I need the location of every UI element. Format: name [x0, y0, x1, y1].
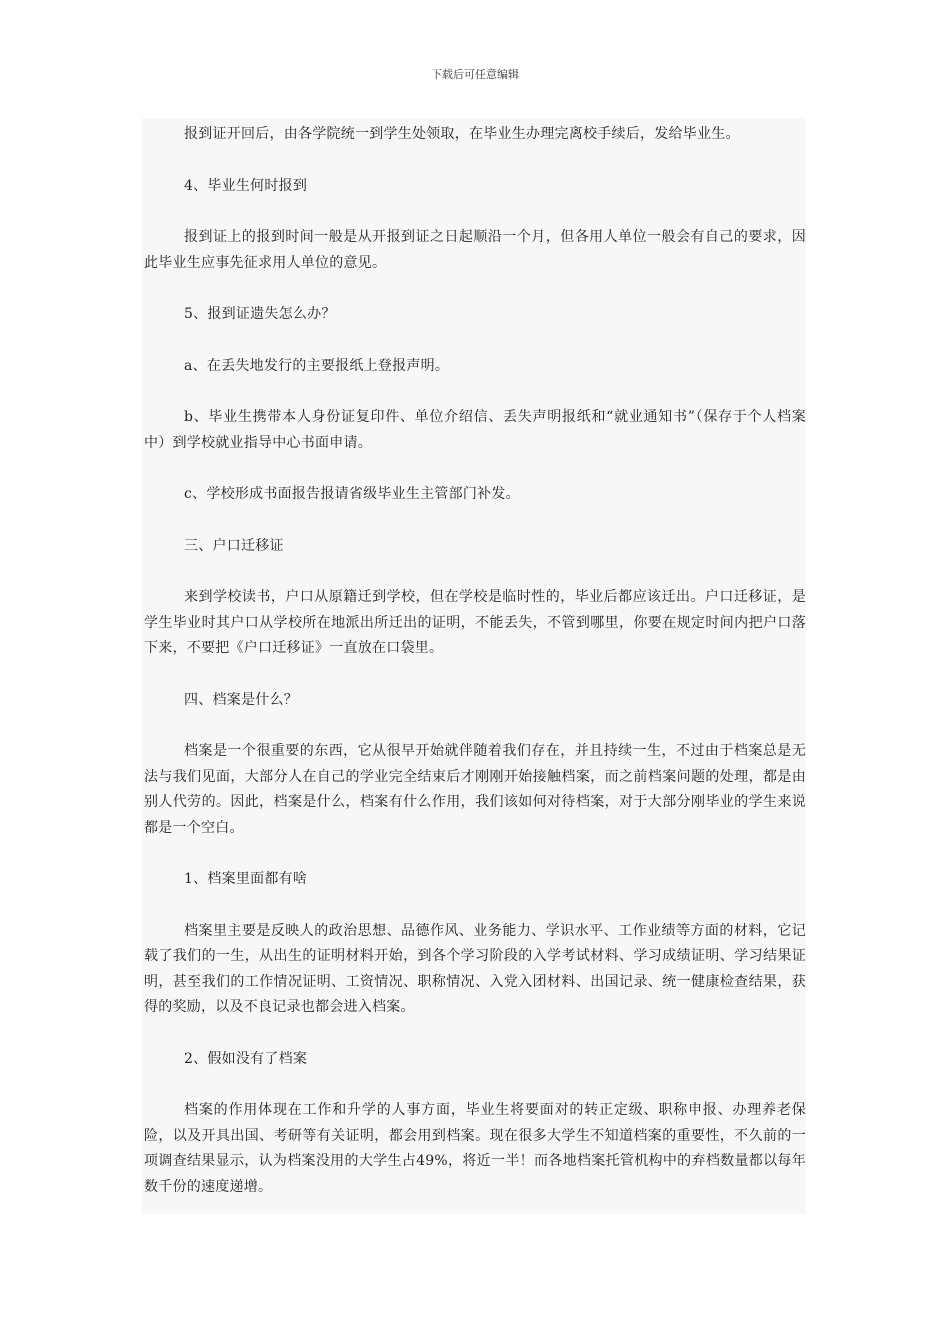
heading-lost-report-card: 5、报到证遗失怎么办？ [184, 306, 336, 322]
heading-when-to-report: 4、毕业生何时报到 [184, 177, 308, 194]
paragraph-lost-step-c: c、学校形成书面报告报请省级毕业生主管部门补发。 [184, 486, 520, 502]
heading-household-migration: 三、户口迁移证 [184, 537, 284, 554]
paragraph-without-archive: 档案的作用体现在工作和升学的人事方面，毕业生将要面对的转正定级、职称申报、办理养老保险，以及开具出国、考研等有关证明，都会用到档案。现在很多大学生不知道档案的重要性，不久前的一项调查结果显示，认为档案没用的大学生占49%，将近一半！而各地档案托管机构中的弃档数量都以每年数千份的速度递增。 [144, 1102, 806, 1195]
document-body [142, 118, 806, 1214]
paragraph-household-migration: 来到学校读书，户口从原籍迁到学校，但在学校是临时性的，毕业后都应该迁出。户口迁移证，是学生毕业时其户口从学校所在地派出所迁出的证明，不能丢失，不管到哪里，你要在规定时间内把户口落下来，不要把《户口迁移证》一直放在口袋里。 [144, 589, 806, 656]
paragraph-report-card-pickup: 报到证开回后，由各学院统一到学生处领取，在毕业生办理完离校手续后，发给毕业生。 [184, 126, 740, 142]
paragraph-what-is-archive: 档案是一个很重要的东西，它从很早开始就伴随着我们存在，并且持续一生，不过由于档案总是无法与我们见面，大部分人在自己的学业完全结束后才刚刚开始接触档案，而之前档案问题的处理，都是由别人代劳的。因此，档案是什么，档案有什么作用，我们该如何对待档案，对于大部分刚毕业的学生来说都是一个空白。 [144, 743, 806, 836]
paragraph-lost-step-a: a、在丢失地发行的主要报纸上登报声明。 [184, 357, 450, 374]
heading-without-archive: 2、假如没有了档案 [184, 1050, 308, 1067]
paragraph-lost-step-b: b、毕业生携带本人身份证复印件、单位介绍信、丢失声明报纸和“就业通知书”（保存于个人档案中）到学校就业指导中心书面申请。 [144, 409, 806, 451]
heading-what-is-archive: 四、档案是什么？ [184, 691, 298, 708]
page-header: 下载后可任意编辑 [431, 68, 519, 81]
heading-archive-contents: 1、档案里面都有啥 [184, 871, 308, 887]
paragraph-report-time: 报到证上的报到时间一般是从开报到证之日起顺沿一个月，但各用人单位一般会有自己的要求，因此毕业生应事先征求用人单位的意见。 [144, 229, 806, 271]
paragraph-archive-contents: 档案里主要是反映人的政治思想、品德作风、业务能力、学识水平、工作业绩等方面的材料，它记载了我们的一生，从出生的证明材料开始，到各个学习阶段的入学考试材料、学习成绩证明、学习结果证明，甚至我们的工作情况证明、工资情况、职称情况、入党入团材料、出国记录、统一健康检查结果，获得的奖励，以及不良记录也都会进入档案。 [144, 922, 806, 1015]
